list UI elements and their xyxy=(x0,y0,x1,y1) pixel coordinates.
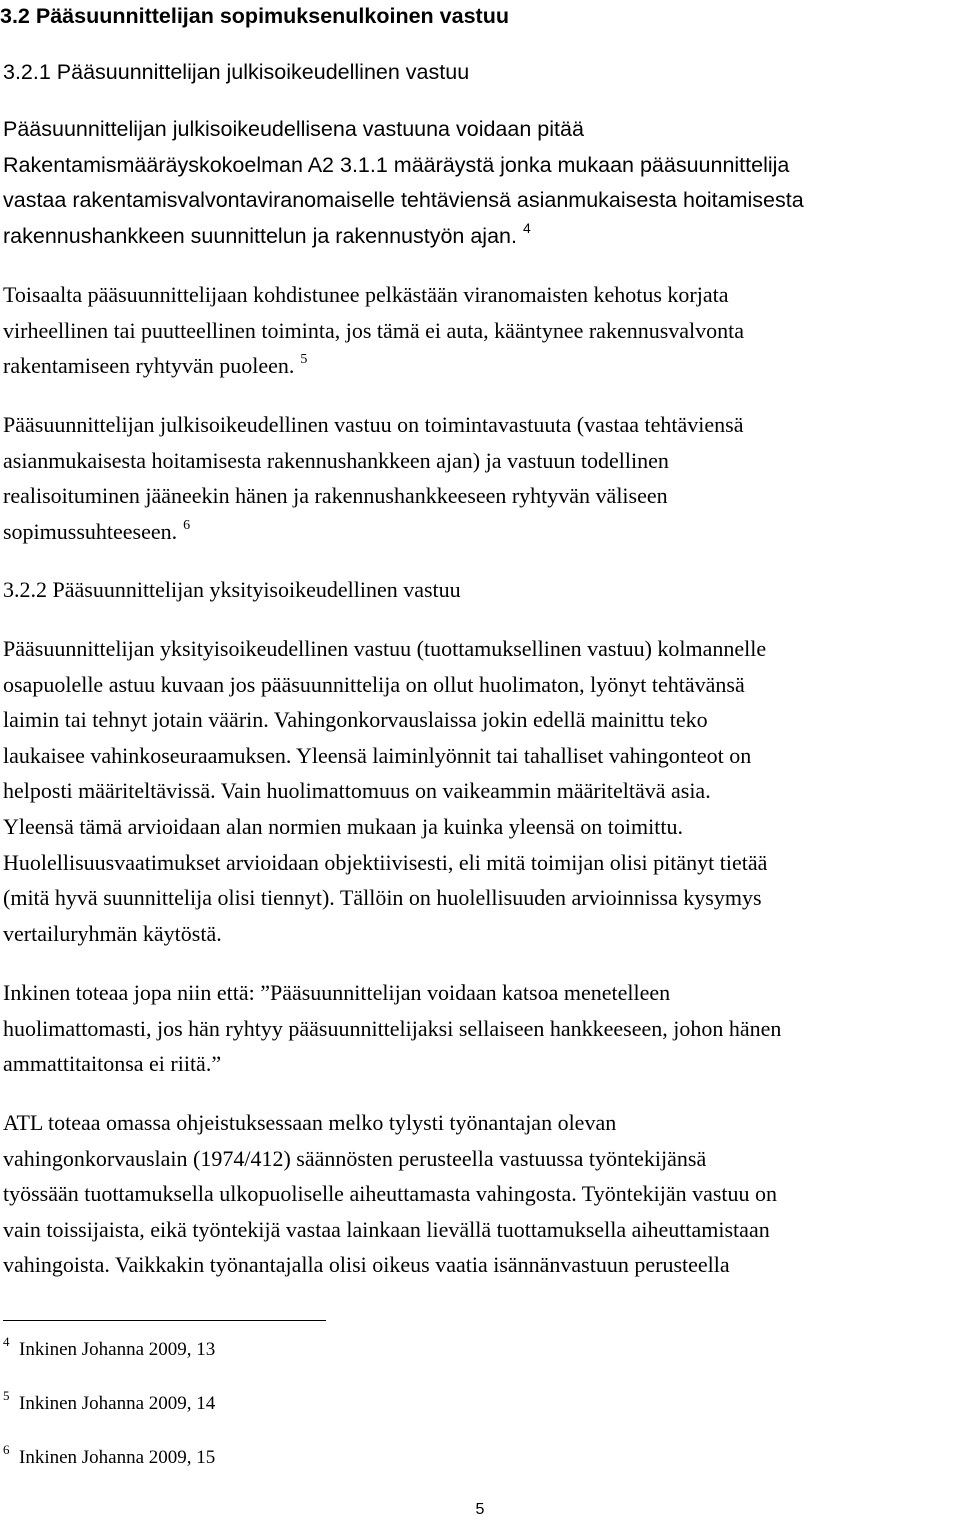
paragraph-line: virheellinen tai puutteellinen toiminta, jos tämä ei auta, kääntynee rakennusvalvonta xyxy=(3,317,745,343)
footnote-text: Inkinen Johanna 2009, 14 xyxy=(19,1393,216,1414)
paragraph-line: vahingoista. Vaikkakin työnantajalla olisi oikeus vaatia isännänvastuun perusteella xyxy=(3,1252,730,1278)
paragraph-line: laimin tai tehnyt jotain väärin. Vahingonkorvauslaissa jokin edellä mainittu teko xyxy=(3,707,708,733)
paragraph-line: Pääsuunnittelijan yksityisoikeudellinen vastuu (tuottamuksellinen vastuu) kolmannelle xyxy=(3,636,767,661)
paragraph-line: realisoituminen jääneekin hänen ja rakennushankkeeseen ryhtyvän väliseen xyxy=(3,483,668,509)
footnote-text: Inkinen Johanna 2009, 15 xyxy=(19,1447,216,1468)
paragraph-line: huolimattomasti, jos hän ryhtyy pääsuunnittelijaksi sellaiseen hankkeeseen, johon hänen xyxy=(3,1015,782,1041)
paragraph-line: vain toissijaista, eikä työntekijä vastaa lainkaan lievällä tuottamuksella aiheuttamistaan xyxy=(3,1216,770,1242)
footnote-ref: 6 xyxy=(183,517,191,533)
paragraph-line: Huolellisuusvaatimukset arvioidaan objektiivisesti, eli mitä toimijan olisi pitänyt tietää xyxy=(3,849,768,875)
paragraph-line: ATL toteaa omassa ohjeistuksessaan melko tylysti työnantajan olevan xyxy=(3,1110,617,1135)
paragraph-line-text: sopimussuhteeseen. xyxy=(3,518,178,544)
footnote-ref: 4 xyxy=(522,219,531,236)
paragraph-line: ammattitaitonsa ei riitä.” xyxy=(3,1051,222,1077)
paragraph-line: Pääsuunnittelijan julkisoikeudellinen vastuu on toimintavastuuta (vastaa tehtäviensä xyxy=(3,412,744,437)
paragraph-line xyxy=(3,348,959,384)
paragraph-line: työssään tuottamuksella ulkopuoliselle aiheuttamasta vahingosta. Työntekijän vastuu on xyxy=(3,1181,778,1207)
paragraph-line xyxy=(3,219,959,255)
paragraph-line: Yleensä tämä arvioidaan alan normien mukaan ja kuinka yleensä on toimittu. xyxy=(3,813,683,839)
section-heading: 3.2 Pääsuunnittelijan sopimuksenulkoinen vastuu xyxy=(0,4,509,28)
paragraph-5 xyxy=(3,975,959,1082)
subsection-heading-3-2-2: 3.2.2 Pääsuunnittelijan yksityisoikeudellinen vastuu xyxy=(3,577,461,602)
paragraph-line: asianmukaisesta hoitamisesta rakennushankkeen ajan) ja vastuun todellinen xyxy=(3,447,669,473)
paragraph-3 xyxy=(3,407,959,549)
footnote: 4 Inkinen Johanna 2009, 13 xyxy=(3,1334,216,1360)
paragraph-line: vertailuryhmän käytöstä. xyxy=(3,920,222,946)
paragraph-line: Toisaalta pääsuunnittelijaan kohdistunee pelkästään viranomaisten kehotus korjata xyxy=(3,282,729,307)
page-number: 5 xyxy=(475,1501,485,1518)
paragraph-line: Pääsuunnittelijan julkisoikeudellisena vastuuna voidaan pitää xyxy=(3,117,584,141)
paragraph-line-text: rakennushankkeen suunnittelun ja rakennustyön ajan. xyxy=(3,223,517,248)
paragraph-line-text: rakentamiseen ryhtyvän puoleen. xyxy=(3,353,295,379)
paragraph-line: Rakentamismääräyskokoelman A2 3.1.1 määräystä jonka mukaan pääsuunnittelija xyxy=(3,152,790,177)
footnote-separator xyxy=(3,1320,326,1321)
paragraph-4 xyxy=(3,631,959,951)
paragraph-6 xyxy=(3,1105,959,1283)
paragraph-line: vahingonkorvauslain (1974/412) säännösten perusteella vastuussa työntekijänsä xyxy=(3,1145,707,1171)
paragraph-line: (mitä hyvä suunnittelija olisi tiennyt). Tällöin on huolellisuuden arvioinnissa kysymys xyxy=(3,885,762,911)
paragraph-line: vastaa rakentamisvalvontaviranomaiselle tehtäviensä asianmukaisesta hoitamisesta xyxy=(3,188,804,213)
footnote: 5 Inkinen Johanna 2009, 14 xyxy=(3,1388,216,1414)
paragraph-line: helposti määriteltävissä. Vain huolimattomuus on vaikeammin määriteltävä asia. xyxy=(3,778,711,804)
subsection-heading-3-2-1: 3.2.1 Pääsuunnittelijan julkisoikeudellinen vastuu xyxy=(3,60,470,84)
paragraph-line: osapuolelle astuu kuvaan jos pääsuunnittelija on ollut huolimaton, lyönyt tehtävänsä xyxy=(3,671,745,697)
footnote: 6 Inkinen Johanna 2009, 15 xyxy=(3,1442,216,1468)
paragraph-1 xyxy=(3,112,959,254)
paragraph-line: laukaisee vahinkoseuraamuksen. Yleensä laiminlyönnit tai tahalliset vahingonteot on xyxy=(3,742,752,768)
footnote-ref: 5 xyxy=(300,352,308,368)
paragraph-line: Inkinen toteaa jopa niin että: ”Pääsuunnittelijan voidaan katsoa menetelleen xyxy=(3,980,671,1005)
paragraph-2 xyxy=(3,277,959,384)
footnote-text: Inkinen Johanna 2009, 13 xyxy=(19,1339,216,1360)
paragraph-line xyxy=(3,514,959,550)
